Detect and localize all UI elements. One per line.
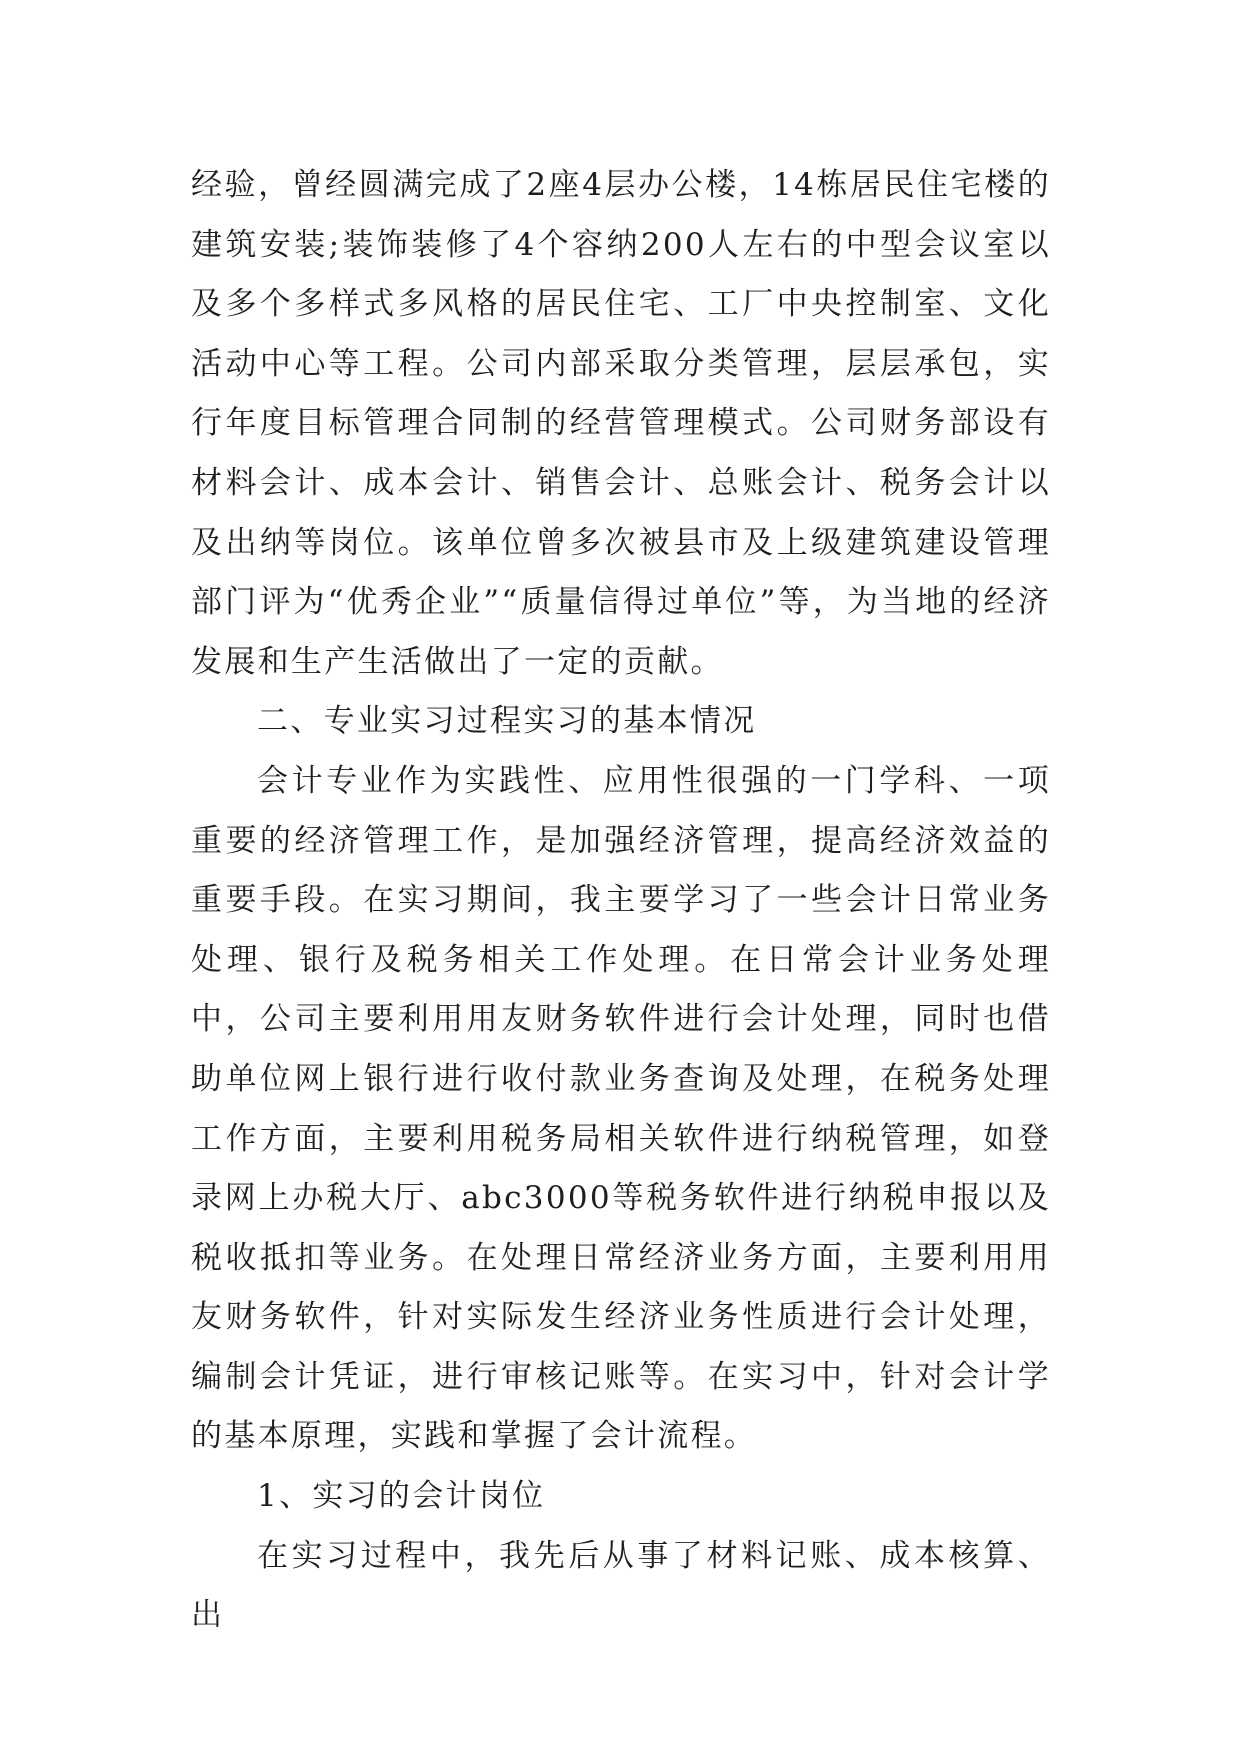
subheading-accounting-positions: 1、实习的会计岗位 (257, 1478, 546, 1515)
paragraph-company-profile: 经验，曾经圆满完成了2座4层办公楼，14栋居民住宅楼的建筑安装;装饰装修了4个容纳200人左右的中型会议室以及多个多样式多风格的居民住宅、工厂中央控制室、文化活动中心等工程。公司内部采取分类管理，层层承包，实行年度目标管理合同制的经营管理模式。公司财务部设有材料会计、成本会计、销售会计、总账会计、税务会计以及出纳等岗位。该单位曾多次被县市及上级建筑建设管理部门评为“优秀企业”“质量信得过单位”等，为当地的经济发展和生产生活做出了一定的贡献。 (191, 167, 1051, 680)
section-heading-internship-overview: 二、专业实习过程实习的基本情况 (257, 703, 757, 740)
body-text (191, 156, 1051, 1646)
paragraph-internship-overview: 会计专业作为实践性、应用性很强的一门学科、一项重要的经济管理工作，是加强经济管理，提高经济效益的重要手段。在实习期间，我主要学习了一些会计日常业务处理、银行及税务相关工作处理。在日常会计业务处理中，公司主要利用用友财务软件进行会计处理，同时也借助单位网上银行进行收付款业务查询及处理，在税务处理工作方面，主要利用税务局相关软件进行纳税管理，如登录网上办税大厅、abc3000等税务软件进行纳税申报以及税收抵扣等业务。在处理日常经济业务方面，主要利用用友财务软件，针对实际发生经济业务性质进行会计处理，编制会计凭证，进行审核记账等。在实习中，针对会计学的基本原理，实践和掌握了会计流程。 (191, 762, 1051, 1455)
paragraph-accounting-positions: 在实习过程中，我先后从事了材料记账、成本核算、出 (191, 1537, 1051, 1634)
